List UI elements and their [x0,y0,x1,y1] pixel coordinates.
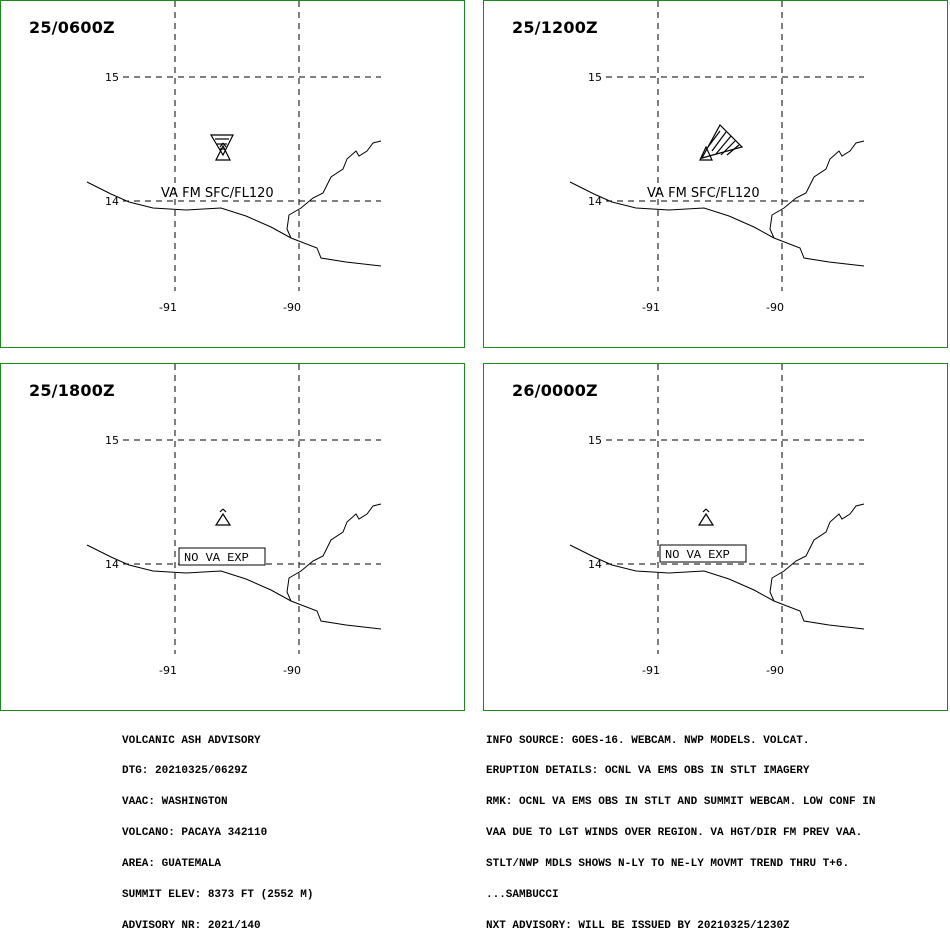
no-va-label: NO VA EXP [665,548,730,562]
advisory-line: VAA DUE TO LGT WINDS OVER REGION. VA HGT/DIR FM PREV VAA. [486,827,863,840]
advisory-line: NXT ADVISORY: WILL BE ISSUED BY 20210325/1230Z [486,919,790,932]
map-panel-26-0000z [483,363,948,711]
advisory-line: INFO SOURCE: GOES-16. WEBCAM. NWP MODELS. VOLCAT. [486,734,810,747]
lat-label-15: 15 [588,434,602,447]
advisory-line: DTG: 20210325/0629Z [122,765,248,778]
panel-time-title: 25/1200Z [512,18,598,37]
panel-time-title: 26/0000Z [512,381,598,400]
map-canvas [1,364,465,711]
lat-label-14: 14 [588,558,602,571]
va-height-label: VA FM SFC/FL120 [161,186,274,201]
lon-label-91: -91 [159,664,177,677]
map-canvas [484,364,948,711]
advisory-line: VOLCANIC ASH ADVISORY [122,734,261,747]
advisory-line: ...SAMBUCCI [486,889,559,902]
lat-label-14: 14 [105,558,119,571]
advisory-line: VOLCANO: PACAYA 342110 [122,827,268,840]
map-panel-25-0600z [0,0,465,348]
map-canvas [1,1,465,348]
ash-plume-triangle-icon [211,135,233,160]
map-panel-25-1800z [0,363,465,711]
map-canvas [484,1,948,348]
map-panel-25-1200z [483,0,948,348]
lat-label-15: 15 [105,434,119,447]
advisory-line: ERUPTION DETAILS: OCNL VA EMS OBS IN STLT IMAGERY [486,765,810,778]
border-line [770,504,864,601]
lon-label-90: -90 [766,301,784,314]
panel-time-title: 25/0600Z [29,18,115,37]
lat-label-15: 15 [588,71,602,84]
advisory-line: VAAC: WASHINGTON [122,796,228,809]
grid-lines [606,1,864,291]
lon-label-90: -90 [283,301,301,314]
volcano-icon [699,509,713,525]
va-height-label: VA FM SFC/FL120 [647,186,760,201]
ash-plume-fan-icon [700,125,742,160]
lon-label-91: -91 [642,301,660,314]
border-line [287,141,381,238]
panel-time-title: 25/1800Z [29,381,115,400]
grid-lines [123,1,381,291]
lon-label-91: -91 [159,301,177,314]
advisory-line: RMK: OCNL VA EMS OBS IN STLT AND SUMMIT WEBCAM. LOW CONF IN [486,796,876,809]
lat-label-15: 15 [105,71,119,84]
advisory-details-block [486,715,875,942]
advisory-line: ADVISORY NR: 2021/140 [122,919,261,932]
no-va-label: NO VA EXP [184,551,249,565]
advisory-header-block [122,715,313,942]
border-line [770,141,864,238]
advisory-line: STLT/NWP MDLS SHOWS N-LY TO NE-LY MOVMT TREND THRU T+6. [486,858,850,871]
lon-label-90: -90 [283,664,301,677]
grid-lines [123,364,381,654]
border-line [287,504,381,601]
lat-label-14: 14 [588,195,602,208]
advisory-line: AREA: GUATEMALA [122,858,222,871]
lat-label-14: 14 [105,195,119,208]
lon-label-91: -91 [642,664,660,677]
grid-lines [606,364,864,654]
lon-label-90: -90 [766,664,784,677]
advisory-line: SUMMIT ELEV: 8373 FT (2552 M) [122,889,314,902]
volcano-icon [216,509,230,525]
